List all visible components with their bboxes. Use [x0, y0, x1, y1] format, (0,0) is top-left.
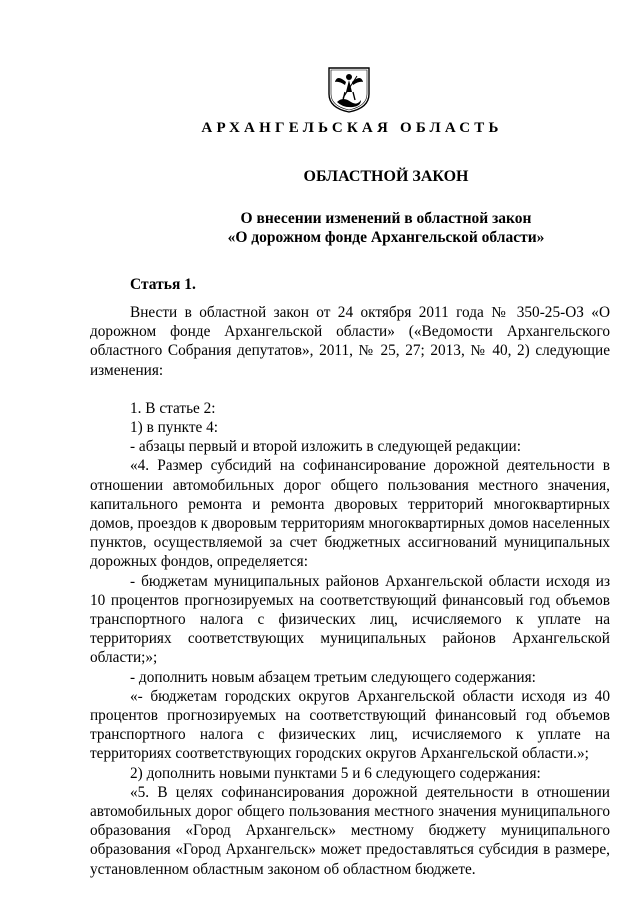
- paragraph: «4. Размер субсидий на софинансирование дорожной деятельности в отношении автомобильных дорог общего пользования местного значения, капитального ремонта и ремонта дворовых территорий многоквартирных домов, проездов к дворовым территориям многоквартирных домов населенных пунктов, осуществляемой за счет бюджетных ассигнований муниципальных дорожных фондов, определяется:: [90, 457, 610, 571]
- paragraph: - дополнить новым абзацем третьим следующего содержания:: [130, 668, 536, 686]
- paragraph: «5. В целях софинансирования дорожной деятельности в отношении автомобильных дорог общего пользования местного значения муниципального образования «Город Архангельск» местному бюджету муниципального образования «Город Архангельск» может предоставляться субсидия в размере, установленном областным законом об областном бюджете.: [90, 783, 610, 878]
- article-heading: Статья 1.: [130, 276, 196, 293]
- paragraph: 1. В статье 2:: [130, 399, 216, 417]
- law-type: ОБЛАСТНОЙ ЗАКОН: [303, 168, 469, 185]
- law-title-line-2: «О дорожном фонде Архангельской области»: [227, 229, 545, 246]
- paragraph: - абзацы первый и второй изложить в следующей редакции:: [130, 438, 521, 456]
- law-title-line-1: О внесении изменений в областной закон: [240, 210, 532, 227]
- region-name: АРХАНГЕЛЬСКАЯ ОБЛАСТЬ: [201, 120, 503, 136]
- coat-of-arms-emblem: [327, 64, 371, 114]
- paragraph: 1) в пункте 4:: [130, 419, 219, 437]
- paragraph: 2) дополнить новыми пунктами 5 и 6 следующего содержания:: [130, 764, 541, 782]
- article-body: [90, 303, 610, 879]
- law-title: [66, 209, 640, 247]
- paragraph: - бюджетам муниципальных районов Архангельской области исходя из 10 процентов прогнозируемых на соответствующий финансовый год объемов транспортного налога с физических лиц, исчисляемого к уплате на территориях соответствующих муниципальных районов Архангельской области;»;: [90, 572, 610, 667]
- paragraph: Внести в областной закон от 24 октября 2011 года № 350-25-ОЗ «О дорожном фонде Архангельской области» («Ведомости Архангельского областного Собрания депутатов», 2011, № 25, 27; 2013, № 40, 2) следующие изменения:: [90, 304, 610, 379]
- paragraph: «- бюджетам городских округов Архангельской области исходя из 40 процентов прогнозируемых на соответствующий финансовый год объемов транспортного налога с физических лиц, исчисляемого к уплате на территориях соответствующих городских округов Архангельской области.»;: [90, 687, 610, 763]
